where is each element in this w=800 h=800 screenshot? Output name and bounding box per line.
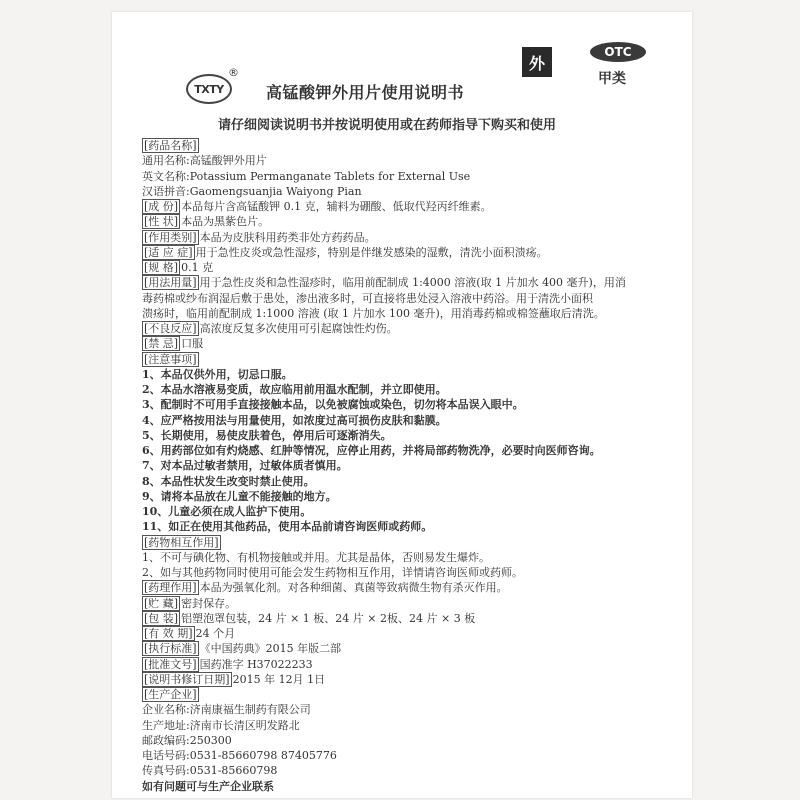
field-value: 济南康福生制药有限公司 bbox=[189, 703, 311, 717]
field-value: 用于急性皮炎或急性湿疹，特别是伴继发感染的湿敷，清洗小面积溃疡。 bbox=[195, 245, 548, 259]
drug-name-section bbox=[142, 138, 672, 153]
field-value: 济南市长清区明发路北 bbox=[189, 718, 300, 732]
reading-notice: 请仔细阅读说明书并按说明使用或在药师指导下购买和使用 bbox=[218, 118, 557, 133]
precautions-section bbox=[142, 352, 672, 367]
field-label: [药理作用] bbox=[144, 581, 197, 595]
field-label: 英文名称: bbox=[142, 169, 190, 183]
field-value: 高浓度反复多次使用可引起腐蚀性灼伤。 bbox=[199, 322, 398, 335]
field-label: 邮政编码: bbox=[142, 733, 190, 747]
field-value: Gaomengsuanjia Waiyong Pian bbox=[189, 184, 362, 198]
contact-notice: 如有问题可与生产企业联系 bbox=[142, 779, 274, 793]
usage-row bbox=[142, 275, 672, 290]
interactions-section bbox=[142, 535, 672, 550]
section-title: [注意事项] bbox=[144, 352, 197, 366]
field-value: 高锰酸钾外用片 bbox=[189, 154, 267, 168]
interaction-item: 1、不可与碘化物、有机物接触或并用。尤其是晶体，否则易发生爆炸。 bbox=[142, 550, 490, 564]
field-label: [作用类别] bbox=[144, 230, 197, 244]
revision-row bbox=[142, 672, 672, 687]
action-category-row bbox=[142, 230, 672, 245]
field-label: [包 装] bbox=[144, 611, 179, 625]
field-value: 《中国药典》2015 年版二部 bbox=[199, 642, 342, 656]
field-label: 传真号码: bbox=[142, 764, 190, 778]
usage-continuation bbox=[142, 291, 672, 306]
ingredients-row bbox=[142, 199, 672, 214]
address-row bbox=[142, 718, 672, 733]
otc-badge: OTC bbox=[590, 42, 646, 62]
approval-row bbox=[142, 657, 672, 672]
field-value: 2015 年 12月 1日 bbox=[232, 672, 326, 686]
section-title: [药物相互作用] bbox=[144, 535, 219, 549]
field-label: [不良反应] bbox=[144, 322, 197, 335]
company-logo bbox=[186, 74, 232, 104]
phone-row bbox=[142, 748, 672, 763]
registered-mark: ® bbox=[228, 66, 239, 79]
field-label: [批准文号] bbox=[144, 657, 197, 671]
field-value: 本品每片含高锰酸钾 0.1 克，辅料为硼酸、低取代羟丙纤维素。 bbox=[181, 200, 492, 213]
field-value: 国药准字 H37022233 bbox=[199, 657, 313, 671]
field-label: [有 效 期] bbox=[144, 627, 193, 640]
field-value: 0.1 克 bbox=[181, 261, 214, 274]
field-label: [执行标准] bbox=[144, 642, 197, 656]
contraindication-row bbox=[142, 336, 672, 351]
validity-row bbox=[142, 626, 672, 641]
external-use-badge: 外 bbox=[522, 47, 552, 77]
precaution-item: 2、本品水溶液易变质，故应临用前用温水配制，并立即使用。 bbox=[142, 383, 447, 396]
field-label: 通用名称: bbox=[142, 154, 190, 168]
field-value: 0531-85660798 87405776 bbox=[189, 749, 337, 762]
field-label: 电话号码: bbox=[142, 749, 190, 762]
field-label: 企业名称: bbox=[142, 703, 190, 717]
appearance-row bbox=[142, 214, 672, 229]
fax-row bbox=[142, 763, 672, 778]
spec-row bbox=[142, 260, 672, 275]
field-value: 用于急性皮炎和急性湿疹时，临用前配制成 1:4000 溶液(取 1 片加水 400 毫升)，用消 bbox=[199, 276, 626, 290]
field-value: 溃疡时，临用前配制成 1:1000 溶液 (取 1 片加水 100 毫升)，用消毒药棉或棉签蘸取后清洗。 bbox=[142, 306, 605, 320]
precaution-item: 1、本品仅供外用，切忌口服。 bbox=[142, 367, 293, 381]
precaution-item: 4、应严格按用法与用量使用，如浓度过高可损伤皮肤和黏膜。 bbox=[142, 413, 447, 427]
precaution-item: 7、对本品过敏者禁用，过敏体质者慎用。 bbox=[142, 459, 348, 473]
field-value: Potassium Permanganate Tablets for External Use bbox=[189, 169, 471, 183]
field-value: 24 个月 bbox=[195, 627, 236, 640]
precaution-item: 6、用药部位如有灼烧感、红肿等情况，应停止用药，并将局部药物洗净，必要时向医师咨询。 bbox=[142, 444, 601, 457]
document-title: 高锰酸钾外用片使用说明书 bbox=[266, 83, 465, 102]
precaution-item: 11、如正在使用其他药品，使用本品前请咨询医师或药师。 bbox=[142, 520, 433, 534]
instruction-content bbox=[142, 138, 672, 794]
precaution-item: 9、请将本品放在儿童不能接触的地方。 bbox=[142, 489, 337, 503]
field-label: [性 状] bbox=[144, 215, 179, 229]
interaction-item: 2、如与其他药物同时使用可能会发生药物相互作用，详情请咨询医师或药师。 bbox=[142, 566, 523, 579]
field-label: [禁 忌] bbox=[144, 337, 179, 351]
logo-text: TXTY bbox=[194, 82, 224, 96]
field-label: [成 份] bbox=[144, 200, 179, 213]
adverse-row bbox=[142, 321, 672, 336]
company-row bbox=[142, 702, 672, 717]
indication-row bbox=[142, 245, 672, 260]
field-value: 口服 bbox=[181, 337, 204, 351]
field-value: 0531-85660798 bbox=[189, 764, 278, 778]
field-value: 本品为皮肤科用药类非处方药药品。 bbox=[199, 230, 376, 244]
field-label: [规 格] bbox=[144, 261, 179, 274]
field-label: [用法用量] bbox=[144, 276, 197, 290]
field-value: 250300 bbox=[189, 733, 232, 747]
precaution-item: 3、配制时不可用手直接接触本品，以免被腐蚀或染色，切勿将本品误入眼中。 bbox=[142, 398, 524, 412]
field-label: [适 应 症] bbox=[144, 245, 193, 259]
field-value: 本品为强氧化剂。对各种细菌、真菌等致病微生物有杀灭作用。 bbox=[199, 581, 508, 595]
field-value: 毒药棉或纱布润湿后敷于患处，渗出液多时，可直接将患处浸入溶液中药浴。用于清洗小面积 bbox=[142, 291, 593, 305]
precaution-item: 5、长期使用，易使皮肤着色，停用后可逐渐消失。 bbox=[142, 428, 392, 442]
precaution-item: 10、儿童必须在成人监护下使用。 bbox=[142, 505, 312, 518]
usage-continuation bbox=[142, 306, 672, 321]
english-name-row bbox=[142, 169, 672, 184]
pinyin-row bbox=[142, 184, 672, 199]
field-value: 铝塑泡罩包装，24 片 × 1 板、24 片 × 2板、24 片 × 3 板 bbox=[181, 611, 476, 625]
section-title: [生产企业] bbox=[144, 688, 197, 701]
section-title: [药品名称] bbox=[144, 139, 197, 152]
field-label: 生产地址: bbox=[142, 718, 190, 732]
field-label: 汉语拼音: bbox=[142, 184, 190, 198]
field-label: [贮 藏] bbox=[144, 596, 179, 610]
manufacturer-section bbox=[142, 687, 672, 702]
standard-row bbox=[142, 641, 672, 656]
otc-category: 甲类 bbox=[598, 71, 626, 87]
field-value: 密封保存。 bbox=[181, 596, 237, 610]
precaution-item: 8、本品性状发生改变时禁止使用。 bbox=[142, 474, 315, 488]
field-value: 本品为黑紫色片。 bbox=[181, 215, 270, 229]
package-row bbox=[142, 611, 672, 626]
pharmacology-row bbox=[142, 580, 672, 595]
common-name-row bbox=[142, 153, 672, 168]
field-label: [说明书修订日期] bbox=[144, 672, 230, 686]
postcode-row bbox=[142, 733, 672, 748]
storage-row bbox=[142, 596, 672, 611]
